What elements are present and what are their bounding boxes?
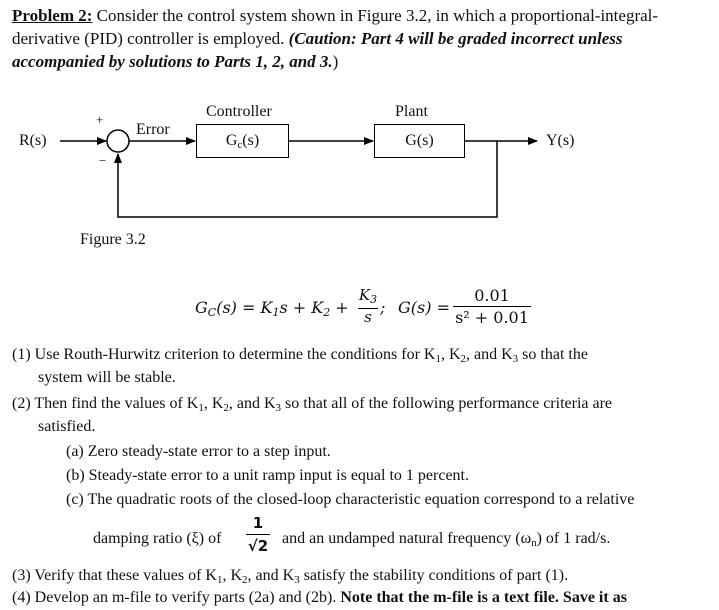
k3-fraction: $\frac{K_3}{s}$ xyxy=(358,286,378,326)
criterion-a: (a) Zero steady-state error to a step input. xyxy=(66,443,331,460)
caution-close: ) xyxy=(332,52,339,71)
plus-sign: + xyxy=(96,112,104,127)
minus-sign: − xyxy=(99,153,107,168)
g-fraction: $\frac{0.01}{\text{s² + 0.01}}$ xyxy=(453,285,531,328)
gc-equation: $G_C(s) = K_1s + K_2$ + xyxy=(195,298,349,319)
plant-block: G(s) xyxy=(374,124,465,158)
equation-separator: ; xyxy=(380,298,386,317)
error-label: Error xyxy=(136,121,170,138)
controller-title: Controller xyxy=(206,103,272,120)
output-label: Y(s) xyxy=(546,132,575,149)
problem-label: Problem 2: xyxy=(12,6,93,25)
item-2-line-1: (2) Then find the values of $K_1$, $K_2$, and $K_3$ so that all of the following performance criteria are xyxy=(12,395,613,414)
criterion-c: (c) The quadratic roots of the closed-loop characteristic equation correspond to a relative xyxy=(66,491,635,508)
plant-title: Plant xyxy=(395,103,428,120)
criterion-c-frequency: and an undamped natural frequency $(\omega_n)$ of 1 rad/s. xyxy=(282,530,611,549)
item-1-line-2: system will be stable. xyxy=(38,369,176,386)
item-1-line-1: (1) Use Routh-Hurwitz criterion to determine the conditions for $K_1$, $K_2$, and $K_3$ so that the xyxy=(12,346,588,365)
item-4: (4) Develop an m-file to verify parts (2a) and (2b). Note that the m-file is a text file. Save it as xyxy=(12,589,627,606)
g-lhs: G(s) = xyxy=(398,298,450,317)
damping-fraction: $\frac{1}{√2}$ xyxy=(247,514,269,555)
criterion-c-damping: damping ratio (ξ) of xyxy=(93,530,222,547)
block-diagram xyxy=(0,0,719,260)
figure-caption: Figure 3.2 xyxy=(80,231,146,248)
caution-text: (Caution: Part 4 will be graded incorrect unless accompanied by solutions to Parts 1, 2, and 3. xyxy=(12,29,623,71)
criterion-b: (b) Steady-state error to a unit ramp input is equal to 1 percent. xyxy=(66,467,469,484)
item-3: (3) Verify that these values of $K_1$, $K_2$, and $K_3$ satisfy the stability conditions of part (1). xyxy=(12,567,569,586)
input-label: R(s) xyxy=(19,132,47,149)
item-2-line-2: satisfied. xyxy=(38,418,96,435)
summing-junction xyxy=(107,130,129,152)
problem-text: Consider the control system shown in Figure 3.2, in which a proportional-integral-derivative (PID) controller is employed. xyxy=(12,6,659,48)
controller-block: $G_c(s)$ xyxy=(196,124,289,158)
